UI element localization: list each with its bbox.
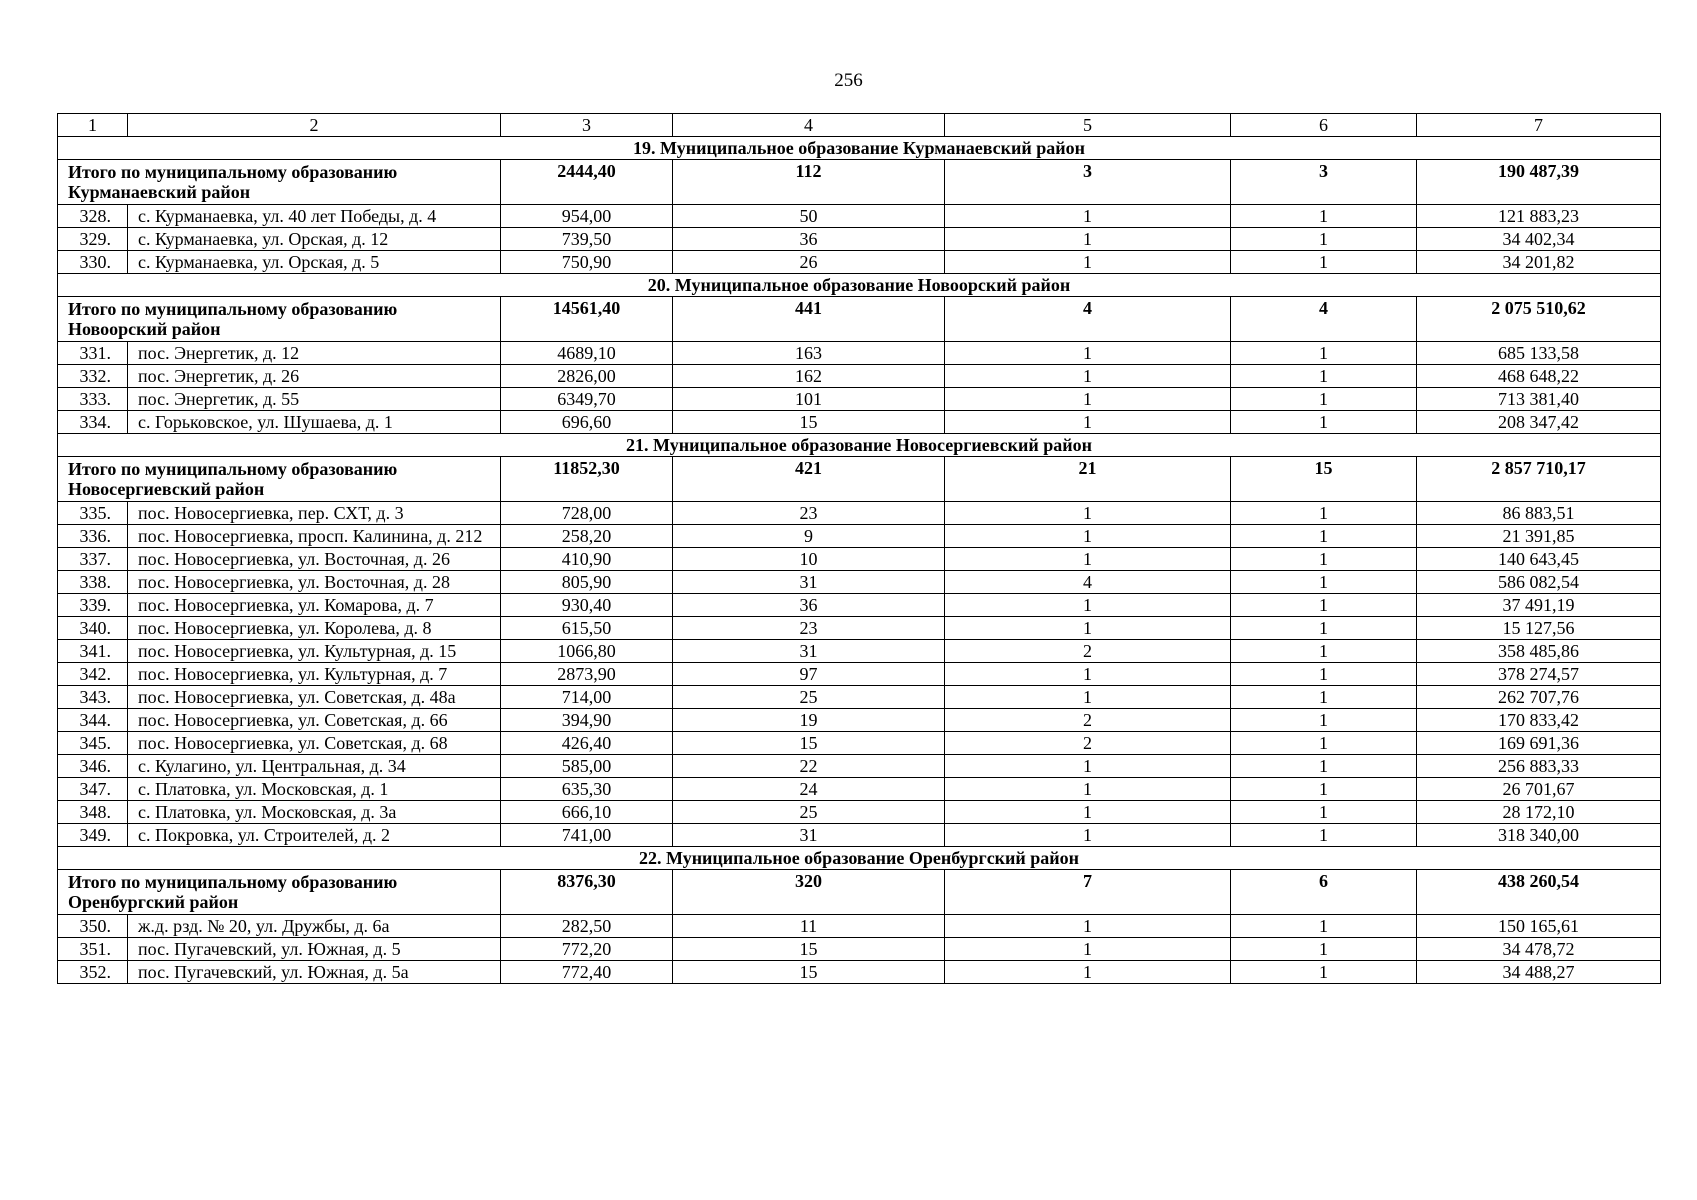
row-value-c6: 1	[1231, 571, 1417, 594]
row-value-c4: 162	[673, 365, 945, 388]
row-number: 340.	[58, 617, 128, 640]
row-address: пос. Новосергиевка, ул. Культурная, д. 7	[128, 663, 501, 686]
row-value-c5: 1	[945, 663, 1231, 686]
row-value-c6: 1	[1231, 548, 1417, 571]
row-value-c7: 170 833,42	[1417, 709, 1661, 732]
row-value-c3: 772,20	[501, 938, 673, 961]
row-value-c5: 1	[945, 228, 1231, 251]
row-address: пос. Новосергиевка, ул. Культурная, д. 15	[128, 640, 501, 663]
row-number: 336.	[58, 525, 128, 548]
row-address: с. Платовка, ул. Московская, д. 3а	[128, 801, 501, 824]
row-address: пос. Энергетик, д. 12	[128, 342, 501, 365]
row-value-c7: 318 340,00	[1417, 824, 1661, 847]
total-value-c6: 6	[1231, 870, 1417, 915]
row-value-c4: 97	[673, 663, 945, 686]
row-value-c6: 1	[1231, 388, 1417, 411]
table-row	[58, 778, 1661, 801]
row-value-c4: 26	[673, 251, 945, 274]
section-title-row	[58, 434, 1661, 457]
row-address: с. Курманаевка, ул. 40 лет Победы, д. 4	[128, 205, 501, 228]
row-value-c3: 4689,10	[501, 342, 673, 365]
row-value-c4: 25	[673, 686, 945, 709]
total-row	[58, 870, 1661, 915]
row-value-c4: 24	[673, 778, 945, 801]
row-value-c3: 1066,80	[501, 640, 673, 663]
row-value-c6: 1	[1231, 228, 1417, 251]
section-title-row	[58, 847, 1661, 870]
row-number: 346.	[58, 755, 128, 778]
table-row	[58, 205, 1661, 228]
row-value-c7: 140 643,45	[1417, 548, 1661, 571]
row-value-c6: 1	[1231, 915, 1417, 938]
row-value-c3: 739,50	[501, 228, 673, 251]
table-row	[58, 961, 1661, 984]
row-value-c7: 34 478,72	[1417, 938, 1661, 961]
row-value-c3: 394,90	[501, 709, 673, 732]
row-value-c3: 714,00	[501, 686, 673, 709]
column-header: 1	[58, 114, 128, 137]
row-number: 342.	[58, 663, 128, 686]
total-value-c6: 3	[1231, 160, 1417, 205]
row-address: пос. Новосергиевка, просп. Калинина, д. 212	[128, 525, 501, 548]
row-value-c4: 19	[673, 709, 945, 732]
table-row	[58, 342, 1661, 365]
row-address: пос. Новосергиевка, ул. Советская, д. 48а	[128, 686, 501, 709]
row-value-c7: 37 491,19	[1417, 594, 1661, 617]
row-address: пос. Пугачевский, ул. Южная, д. 5	[128, 938, 501, 961]
row-value-c7: 586 082,54	[1417, 571, 1661, 594]
column-header: 2	[128, 114, 501, 137]
row-value-c7: 358 485,86	[1417, 640, 1661, 663]
row-value-c5: 1	[945, 548, 1231, 571]
row-value-c5: 1	[945, 617, 1231, 640]
row-value-c3: 410,90	[501, 548, 673, 571]
row-value-c7: 378 274,57	[1417, 663, 1661, 686]
row-number: 341.	[58, 640, 128, 663]
row-value-c3: 930,40	[501, 594, 673, 617]
row-value-c7: 208 347,42	[1417, 411, 1661, 434]
row-value-c6: 1	[1231, 640, 1417, 663]
total-value-c7: 2 075 510,62	[1417, 297, 1661, 342]
row-value-c5: 2	[945, 732, 1231, 755]
table-row	[58, 801, 1661, 824]
total-value-c5: 21	[945, 457, 1231, 502]
row-number: 333.	[58, 388, 128, 411]
total-value-c7: 2 857 710,17	[1417, 457, 1661, 502]
total-value-c5: 3	[945, 160, 1231, 205]
row-value-c6: 1	[1231, 342, 1417, 365]
row-value-c3: 741,00	[501, 824, 673, 847]
table-row	[58, 388, 1661, 411]
row-value-c5: 1	[945, 525, 1231, 548]
total-value-c5: 4	[945, 297, 1231, 342]
section-title: 20. Муниципальное образование Новоорский район	[58, 274, 1661, 297]
section-title: 19. Муниципальное образование Курманаевский район	[58, 137, 1661, 160]
section-title: 22. Муниципальное образование Оренбургский район	[58, 847, 1661, 870]
table-row	[58, 617, 1661, 640]
row-value-c6: 1	[1231, 205, 1417, 228]
row-number: 350.	[58, 915, 128, 938]
row-address: с. Платовка, ул. Московская, д. 1	[128, 778, 501, 801]
row-value-c6: 1	[1231, 778, 1417, 801]
row-value-c5: 1	[945, 594, 1231, 617]
row-value-c3: 426,40	[501, 732, 673, 755]
row-number: 348.	[58, 801, 128, 824]
row-number: 339.	[58, 594, 128, 617]
row-number: 329.	[58, 228, 128, 251]
row-address: пос. Новосергиевка, пер. СХТ, д. 3	[128, 502, 501, 525]
row-value-c6: 1	[1231, 594, 1417, 617]
row-value-c5: 1	[945, 961, 1231, 984]
row-value-c6: 1	[1231, 732, 1417, 755]
row-number: 351.	[58, 938, 128, 961]
row-address: пос. Новосергиевка, ул. Советская, д. 68	[128, 732, 501, 755]
table-row	[58, 732, 1661, 755]
row-number: 334.	[58, 411, 128, 434]
row-value-c7: 150 165,61	[1417, 915, 1661, 938]
row-value-c3: 2873,90	[501, 663, 673, 686]
column-header: 5	[945, 114, 1231, 137]
row-address: пос. Энергетик, д. 26	[128, 365, 501, 388]
table-row	[58, 251, 1661, 274]
row-value-c7: 169 691,36	[1417, 732, 1661, 755]
row-number: 335.	[58, 502, 128, 525]
table-row	[58, 686, 1661, 709]
column-header-row	[58, 114, 1661, 137]
row-value-c4: 10	[673, 548, 945, 571]
row-value-c6: 1	[1231, 755, 1417, 778]
total-row	[58, 297, 1661, 342]
row-value-c3: 2826,00	[501, 365, 673, 388]
row-number: 347.	[58, 778, 128, 801]
row-value-c5: 1	[945, 686, 1231, 709]
section-title: 21. Муниципальное образование Новосергиевский район	[58, 434, 1661, 457]
row-value-c5: 1	[945, 801, 1231, 824]
row-value-c4: 15	[673, 938, 945, 961]
row-value-c5: 1	[945, 251, 1231, 274]
table-row	[58, 824, 1661, 847]
row-value-c5: 2	[945, 640, 1231, 663]
row-value-c7: 28 172,10	[1417, 801, 1661, 824]
row-value-c3: 805,90	[501, 571, 673, 594]
row-value-c4: 101	[673, 388, 945, 411]
row-value-c4: 36	[673, 228, 945, 251]
row-value-c4: 9	[673, 525, 945, 548]
table-row	[58, 548, 1661, 571]
row-value-c5: 1	[945, 365, 1231, 388]
column-header: 3	[501, 114, 673, 137]
row-number: 338.	[58, 571, 128, 594]
table-row	[58, 228, 1661, 251]
row-value-c7: 468 648,22	[1417, 365, 1661, 388]
row-value-c6: 1	[1231, 617, 1417, 640]
row-value-c7: 34 201,82	[1417, 251, 1661, 274]
row-value-c3: 282,50	[501, 915, 673, 938]
row-value-c3: 635,30	[501, 778, 673, 801]
row-address: пос. Новосергиевка, ул. Королева, д. 8	[128, 617, 501, 640]
table-row	[58, 640, 1661, 663]
row-value-c4: 11	[673, 915, 945, 938]
row-value-c7: 685 133,58	[1417, 342, 1661, 365]
row-value-c7: 121 883,23	[1417, 205, 1661, 228]
row-value-c3: 750,90	[501, 251, 673, 274]
row-address: пос. Пугачевский, ул. Южная, д. 5а	[128, 961, 501, 984]
row-number: 343.	[58, 686, 128, 709]
row-value-c7: 713 381,40	[1417, 388, 1661, 411]
table-row	[58, 411, 1661, 434]
row-value-c5: 2	[945, 709, 1231, 732]
row-value-c3: 585,00	[501, 755, 673, 778]
row-value-c4: 15	[673, 732, 945, 755]
row-value-c6: 1	[1231, 251, 1417, 274]
row-address: пос. Новосергиевка, ул. Советская, д. 66	[128, 709, 501, 732]
row-value-c7: 256 883,33	[1417, 755, 1661, 778]
row-address: с. Покровка, ул. Строителей, д. 2	[128, 824, 501, 847]
total-value-c4: 441	[673, 297, 945, 342]
row-address: пос. Новосергиевка, ул. Комарова, д. 7	[128, 594, 501, 617]
row-address: с. Курманаевка, ул. Орская, д. 5	[128, 251, 501, 274]
row-number: 352.	[58, 961, 128, 984]
table-row	[58, 915, 1661, 938]
row-value-c6: 1	[1231, 961, 1417, 984]
total-value-c3: 14561,40	[501, 297, 673, 342]
row-value-c6: 1	[1231, 525, 1417, 548]
row-number: 344.	[58, 709, 128, 732]
row-value-c4: 50	[673, 205, 945, 228]
row-address: с. Курманаевка, ул. Орская, д. 12	[128, 228, 501, 251]
row-number: 330.	[58, 251, 128, 274]
row-value-c4: 163	[673, 342, 945, 365]
row-value-c5: 1	[945, 755, 1231, 778]
total-value-c3: 2444,40	[501, 160, 673, 205]
total-value-c4: 320	[673, 870, 945, 915]
row-value-c5: 1	[945, 915, 1231, 938]
total-value-c3: 11852,30	[501, 457, 673, 502]
row-value-c4: 15	[673, 411, 945, 434]
row-value-c6: 1	[1231, 411, 1417, 434]
row-address: ж.д. рзд. № 20, ул. Дружбы, д. 6а	[128, 915, 501, 938]
row-value-c5: 1	[945, 411, 1231, 434]
row-value-c3: 615,50	[501, 617, 673, 640]
table-row	[58, 709, 1661, 732]
section-title-row	[58, 137, 1661, 160]
total-value-c6: 15	[1231, 457, 1417, 502]
row-value-c4: 23	[673, 617, 945, 640]
row-value-c4: 31	[673, 824, 945, 847]
row-value-c4: 22	[673, 755, 945, 778]
row-value-c6: 1	[1231, 502, 1417, 525]
section-title-row	[58, 274, 1661, 297]
row-value-c6: 1	[1231, 686, 1417, 709]
document-table	[57, 113, 1661, 984]
row-value-c3: 666,10	[501, 801, 673, 824]
total-value-c7: 190 487,39	[1417, 160, 1661, 205]
total-label: Итого по муниципальному образованию Новоорский район	[58, 297, 501, 342]
row-address: пос. Новосергиевка, ул. Восточная, д. 28	[128, 571, 501, 594]
row-value-c6: 1	[1231, 365, 1417, 388]
total-value-c5: 7	[945, 870, 1231, 915]
row-number: 332.	[58, 365, 128, 388]
table-row	[58, 755, 1661, 778]
row-number: 345.	[58, 732, 128, 755]
row-value-c6: 1	[1231, 824, 1417, 847]
row-value-c3: 728,00	[501, 502, 673, 525]
row-value-c7: 34 402,34	[1417, 228, 1661, 251]
table-row	[58, 663, 1661, 686]
row-value-c7: 262 707,76	[1417, 686, 1661, 709]
total-value-c7: 438 260,54	[1417, 870, 1661, 915]
row-value-c4: 15	[673, 961, 945, 984]
total-value-c3: 8376,30	[501, 870, 673, 915]
row-value-c6: 1	[1231, 938, 1417, 961]
row-value-c7: 34 488,27	[1417, 961, 1661, 984]
row-value-c4: 23	[673, 502, 945, 525]
row-number: 328.	[58, 205, 128, 228]
row-value-c5: 4	[945, 571, 1231, 594]
column-header: 4	[673, 114, 945, 137]
row-value-c5: 1	[945, 205, 1231, 228]
row-value-c3: 772,40	[501, 961, 673, 984]
total-label: Итого по муниципальному образованию Курманаевский район	[58, 160, 501, 205]
total-value-c4: 421	[673, 457, 945, 502]
table-body	[58, 114, 1661, 984]
total-row	[58, 457, 1661, 502]
row-value-c5: 1	[945, 388, 1231, 411]
table-row	[58, 525, 1661, 548]
table-row	[58, 365, 1661, 388]
row-address: пос. Энергетик, д. 55	[128, 388, 501, 411]
row-value-c6: 1	[1231, 709, 1417, 732]
total-label: Итого по муниципальному образованию Оренбургский район	[58, 870, 501, 915]
row-value-c5: 1	[945, 938, 1231, 961]
row-number: 349.	[58, 824, 128, 847]
page-number: 256	[834, 70, 863, 91]
row-value-c5: 1	[945, 824, 1231, 847]
row-value-c7: 21 391,85	[1417, 525, 1661, 548]
row-address: с. Кулагино, ул. Центральная, д. 34	[128, 755, 501, 778]
row-value-c3: 258,20	[501, 525, 673, 548]
table-row	[58, 571, 1661, 594]
row-number: 337.	[58, 548, 128, 571]
row-value-c4: 25	[673, 801, 945, 824]
row-value-c7: 86 883,51	[1417, 502, 1661, 525]
row-value-c6: 1	[1231, 663, 1417, 686]
total-row	[58, 160, 1661, 205]
row-value-c4: 31	[673, 571, 945, 594]
row-value-c6: 1	[1231, 801, 1417, 824]
column-header: 7	[1417, 114, 1661, 137]
total-value-c4: 112	[673, 160, 945, 205]
total-label: Итого по муниципальному образованию Новосергиевский район	[58, 457, 501, 502]
row-value-c7: 15 127,56	[1417, 617, 1661, 640]
row-address: пос. Новосергиевка, ул. Восточная, д. 26	[128, 548, 501, 571]
row-value-c5: 1	[945, 342, 1231, 365]
table-row	[58, 502, 1661, 525]
row-address: с. Горьковское, ул. Шушаева, д. 1	[128, 411, 501, 434]
total-value-c6: 4	[1231, 297, 1417, 342]
table-row	[58, 594, 1661, 617]
row-value-c4: 31	[673, 640, 945, 663]
row-value-c5: 1	[945, 778, 1231, 801]
row-value-c7: 26 701,67	[1417, 778, 1661, 801]
row-value-c3: 6349,70	[501, 388, 673, 411]
table-row	[58, 938, 1661, 961]
row-value-c4: 36	[673, 594, 945, 617]
row-number: 331.	[58, 342, 128, 365]
row-value-c3: 954,00	[501, 205, 673, 228]
column-header: 6	[1231, 114, 1417, 137]
row-value-c5: 1	[945, 502, 1231, 525]
row-value-c3: 696,60	[501, 411, 673, 434]
